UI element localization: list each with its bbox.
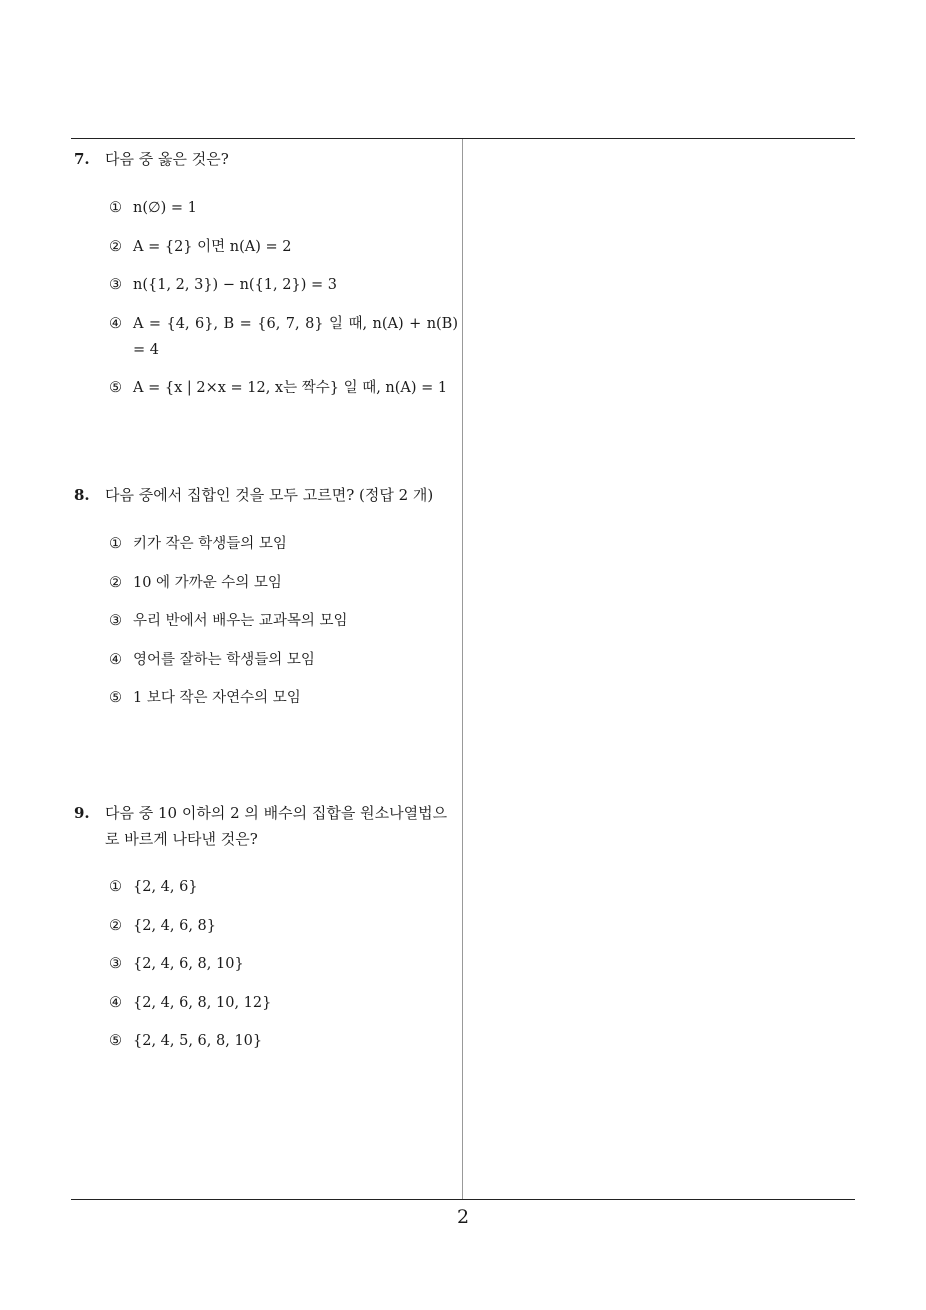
option-text: 1 보다 작은 자연수의 모임 xyxy=(133,690,301,706)
option-list xyxy=(109,195,458,401)
option-text: A = {2} 이면 n(A) = 2 xyxy=(133,238,292,255)
option-marker: ① xyxy=(109,879,122,895)
option-marker: ⑤ xyxy=(109,380,122,396)
option-3[interactable] xyxy=(109,951,458,977)
option-marker: ③ xyxy=(109,277,122,293)
option-marker: ① xyxy=(109,200,122,216)
question-text: 다음 중에서 집합인 것을 모두 고르면? (정답 2 개) xyxy=(105,486,434,504)
option-4[interactable] xyxy=(109,311,458,363)
option-text: {2, 4, 6, 8, 10} xyxy=(133,956,244,972)
option-marker: ④ xyxy=(109,315,122,332)
option-4[interactable] xyxy=(109,990,458,1016)
option-1[interactable] xyxy=(109,195,458,221)
question-number: 9. xyxy=(74,804,90,822)
option-marker: ④ xyxy=(109,651,122,668)
option-1[interactable] xyxy=(109,874,458,900)
option-marker: ③ xyxy=(109,956,122,972)
column-divider xyxy=(462,139,463,1200)
question-number: 8. xyxy=(74,486,90,504)
option-4[interactable] xyxy=(109,647,458,673)
option-marker: ② xyxy=(109,917,122,934)
question-text: 다음 중 10 이하의 2 의 배수의 집합을 원소나열법으로 바르게 나타낸 것은? xyxy=(105,804,448,848)
option-marker: ④ xyxy=(109,994,122,1011)
question-number: 7. xyxy=(74,150,90,168)
option-marker: ⑤ xyxy=(109,1033,122,1049)
option-3[interactable] xyxy=(109,272,458,298)
option-2[interactable] xyxy=(109,913,458,939)
option-text: {2, 4, 5, 6, 8, 10} xyxy=(133,1033,263,1049)
top-rule xyxy=(71,138,855,139)
page-number: 2 xyxy=(456,1206,470,1228)
option-list xyxy=(109,874,458,1054)
option-text: {2, 4, 6} xyxy=(133,879,198,895)
option-3[interactable] xyxy=(109,608,458,634)
option-text: 영어를 잘하는 학생들의 모임 xyxy=(133,651,315,668)
option-text: {2, 4, 6, 8, 10, 12} xyxy=(133,994,272,1011)
option-5[interactable] xyxy=(109,1028,458,1054)
option-5[interactable] xyxy=(109,685,458,711)
question-7 xyxy=(74,146,458,414)
question-8 xyxy=(74,482,458,724)
question-text: 다음 중 옳은 것은? xyxy=(105,150,229,168)
option-5[interactable] xyxy=(109,375,458,401)
option-marker: ② xyxy=(109,574,122,591)
option-2[interactable] xyxy=(109,234,458,260)
option-text: {2, 4, 6, 8} xyxy=(133,917,217,934)
option-2[interactable] xyxy=(109,570,458,596)
option-marker: ⑤ xyxy=(109,690,122,706)
option-marker: ① xyxy=(109,536,122,552)
question-9 xyxy=(74,800,458,1067)
option-text: n(∅) = 1 xyxy=(133,200,197,216)
option-text: A = {x | 2×x = 12, x는 짝수} 일 때, n(A) = 1 xyxy=(133,380,448,396)
option-list xyxy=(109,531,458,711)
option-text: 우리 반에서 배우는 교과목의 모임 xyxy=(133,613,348,629)
option-1[interactable] xyxy=(109,531,458,557)
option-marker: ③ xyxy=(109,613,122,629)
option-marker: ② xyxy=(109,238,122,255)
option-text: n({1, 2, 3}) − n({1, 2}) = 3 xyxy=(133,277,337,293)
bottom-rule xyxy=(71,1199,855,1200)
option-text: 키가 작은 학생들의 모임 xyxy=(133,536,287,552)
option-text: A = {4, 6}, B = {6, 7, 8} 일 때, n(A) + n(B) = 4 xyxy=(133,315,458,358)
option-text: 10 에 가까운 수의 모임 xyxy=(133,574,282,591)
